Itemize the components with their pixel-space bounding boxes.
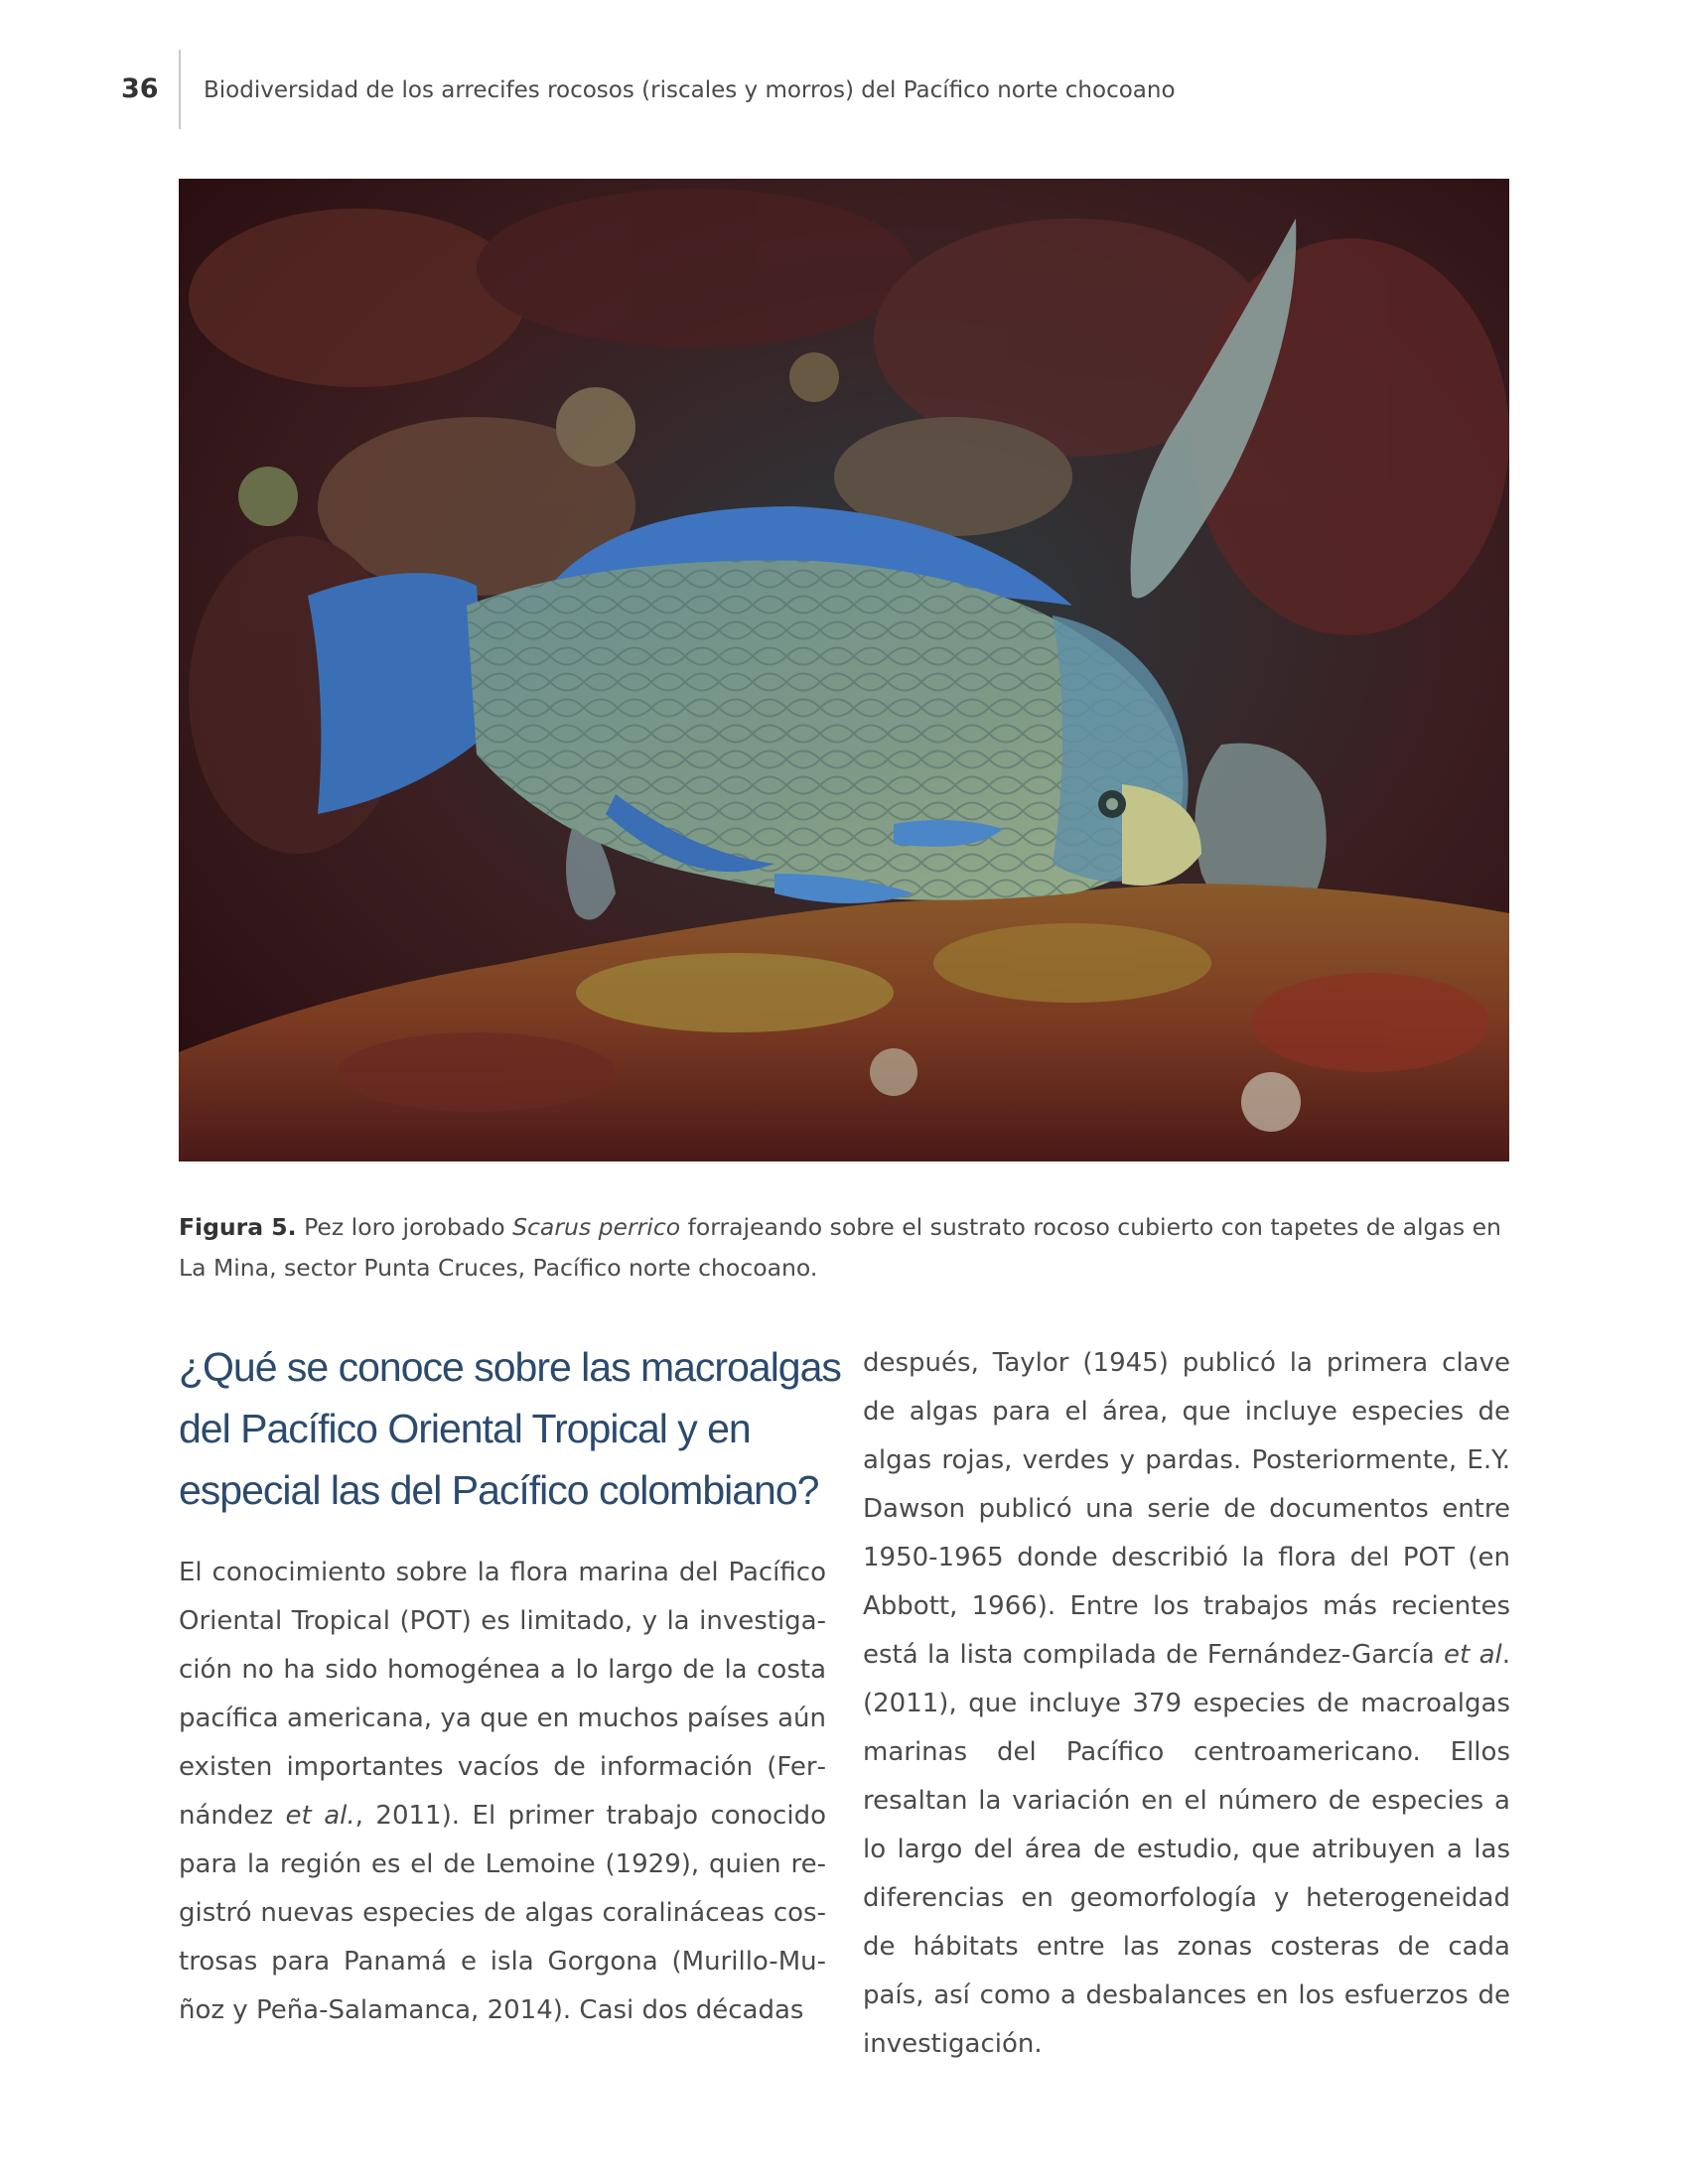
page-number: 36: [121, 73, 159, 104]
body-text: , 2011). El primer trabajo conocido para la región es el de Lemoine (1929), quien registró nuevas especies de algas coralináceas costrosas para Panamá e isla Gorgona (Murillo-Muñoz y Peña-Salamanca, 2014). Casi dos décadas: [179, 1801, 826, 2025]
paragraph-right: [863, 1339, 1510, 2069]
parrotfish-photo: [179, 179, 1509, 1161]
caption-text-start: Pez loro jorobado: [304, 1213, 513, 1241]
body-text: después, Taylor (1945) publicó la primera clave de algas para el área, que incluye especies de algas rojas, verdes y pardas. Posteriormente, E.Y. Dawson publicó una serie de documentos entre 1950-1965 donde describió la flora del POT (en Abbott, 1966). Entre los trabajos más recientes está la lista compilada de Fernández-García: [863, 1348, 1510, 1670]
running-title: Biodiversidad de los arrecifes rocosos (riscales y morros) del Pacífico norte chocoano: [204, 77, 1176, 103]
et-al-italic: et al.: [285, 1801, 355, 1831]
body-column-left: [179, 1549, 826, 2035]
et-al-italic: et al: [1444, 1640, 1502, 1670]
section-heading: ¿Qué se conoce sobre las macroalgas del Pacífico Oriental Tropical y en especial las del Pacífico colombiano?: [179, 1344, 841, 1513]
paragraph-left: [179, 1549, 826, 2035]
species-name: Scarus perrico: [512, 1213, 681, 1241]
header-divider: [179, 50, 181, 129]
figure-caption: [179, 1207, 1514, 1289]
figure-label: Figura 5.: [179, 1213, 297, 1241]
body-text: . (2011), que incluye 379 especies de macroalgas marinas del Pacífico centroamericano. Ellos resaltan la variación en el número de especies a lo largo del área de estudio, que atribuyen a las diferencias en geomorfología y heterogeneidad de hábitats entre las zonas costeras de cada país, así como a desbalances en los esfuerzos de investigación.: [863, 1640, 1510, 2059]
caption-text-end: forrajeando sobre el sustrato rocoso cubierto con tapetes de algas en La Mina, sector Punta Cruces, Pacífico norte chocoano.: [179, 1213, 1501, 1282]
body-column-right: [863, 1339, 1510, 2069]
body-text: El conocimiento sobre la flora marina del Pacífico Oriental Tropical (POT) es limitado, y la investigación no ha sido homogénea a lo largo de la costa pacífica americana, ya que en muchos países aún existen importantes vacíos de información (Fernández: [179, 1558, 826, 1831]
